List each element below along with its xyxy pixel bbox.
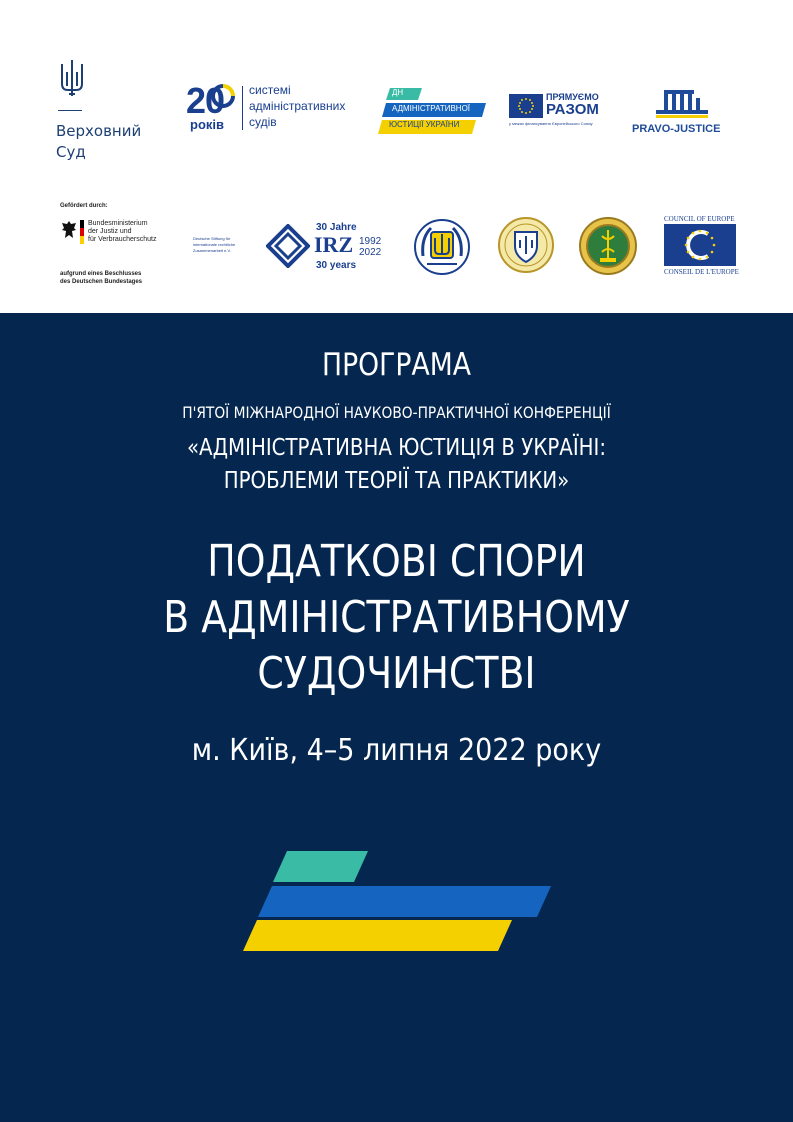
trident-icon (58, 58, 86, 98)
anniversary-number: 20 (186, 80, 225, 121)
university-emblem-icon (578, 216, 638, 276)
conference-subtitle (56, 432, 738, 498)
irz-diamond-icon (266, 224, 310, 268)
irz-left2: internationale rechtliche (193, 242, 236, 247)
irz-line1: 30 Jahre (316, 222, 357, 233)
irz-foundation-text (193, 236, 235, 254)
main-title (56, 534, 738, 702)
irz-year1: 1992 (359, 236, 382, 247)
bm-line2: der Justiz und (88, 228, 132, 235)
main-title-line1: ПОДАТКОВІ СПОРИ (207, 536, 586, 587)
council-of-europe-flag-icon (664, 224, 736, 266)
bm-line3: für Verbraucherschutz (88, 236, 157, 243)
bm-line1: Bundesministerium (88, 220, 148, 227)
anniversary-years-word: років (190, 117, 224, 132)
logos-header (0, 0, 793, 313)
german-flag-bars-icon (80, 220, 84, 244)
justice-day-line3: ЮСТИЦІЇ УКРАЇНИ (389, 120, 460, 129)
bm-sub1: aufgrund eines Beschlusses (60, 271, 142, 277)
irz-line2: 30 years (316, 260, 357, 271)
bm-funded-by: Gefördert durch: (60, 203, 108, 209)
anniversary-circle-icon (211, 84, 235, 108)
eu-line1: ПРЯМУЄМО (546, 92, 599, 102)
conference-subtitle-line2: «АДМІНІСТРАТИВНА ЮСТИЦІЯ В УКРАЇНІ: (186, 435, 607, 461)
irz-year2: 2022 (359, 247, 382, 258)
event-date-location: м. Київ, 4–5 липня 2022 року (191, 733, 602, 768)
eu-line2: РАЗОМ (546, 101, 599, 118)
bm-sub (60, 270, 142, 286)
supreme-court-line1: Верховний (56, 122, 142, 140)
supreme-court-name (56, 121, 141, 163)
main-title-line3: СУДОЧИНСТВІ (257, 648, 536, 699)
yellow-stripe (243, 920, 512, 951)
pravo-justice-building-icon (654, 86, 710, 118)
coe-bottom-text: CONSEIL DE L'EUROPE (664, 268, 739, 276)
divider (58, 110, 82, 111)
teal-stripe (273, 851, 368, 882)
program-heading: ПРОГРАМА (322, 347, 471, 383)
divider (242, 86, 243, 130)
anniversary-line2: адміністративних (249, 99, 346, 113)
pravo-justice-name: PRAVO-JUSTICE (632, 123, 721, 135)
conference-subtitle-line3: ПРОБЛЕМИ ТЕОРІЇ ТА ПРАКТИКИ» (223, 468, 570, 494)
shield-emblem-icon (497, 214, 555, 276)
anniversary-text (249, 82, 345, 130)
conference-subtitle-line1: П'ЯТОЇ МІЖНАРОДНОЇ НАУКОВО-ПРАКТИЧНОЇ КОНФЕРЕНЦІЇ (182, 403, 611, 422)
decorative-stripes (240, 848, 553, 953)
academy-emblem-icon (413, 218, 471, 276)
coe-top-text: COUNCIL OF EUROPE (664, 215, 735, 223)
anniversary-line3: судів (249, 115, 277, 129)
irz-left3: Zusammenarbeit e.V. (193, 248, 231, 253)
bm-sub2: des Deutschen Bundestages (60, 279, 143, 285)
german-eagle-icon (61, 220, 77, 240)
main-title-line2: В АДМІНІСТРАТИВНОМУ (163, 592, 630, 643)
supreme-court-line2: Суд (56, 143, 86, 161)
eu-sub: у межах фінансування Європейського Союзу (509, 121, 593, 126)
eu-flag-icon (509, 94, 543, 118)
anniversary-line1: системі (249, 83, 291, 97)
justice-day-line2: АДМІНІСТРАТИВНОЇ (392, 104, 471, 113)
justice-day-line1: ДН (392, 88, 404, 97)
irz-name: IRZ (314, 232, 354, 257)
bm-name (88, 220, 156, 244)
irz-left1: Deutsche Stiftung für (193, 236, 231, 241)
blue-stripe (258, 886, 551, 917)
